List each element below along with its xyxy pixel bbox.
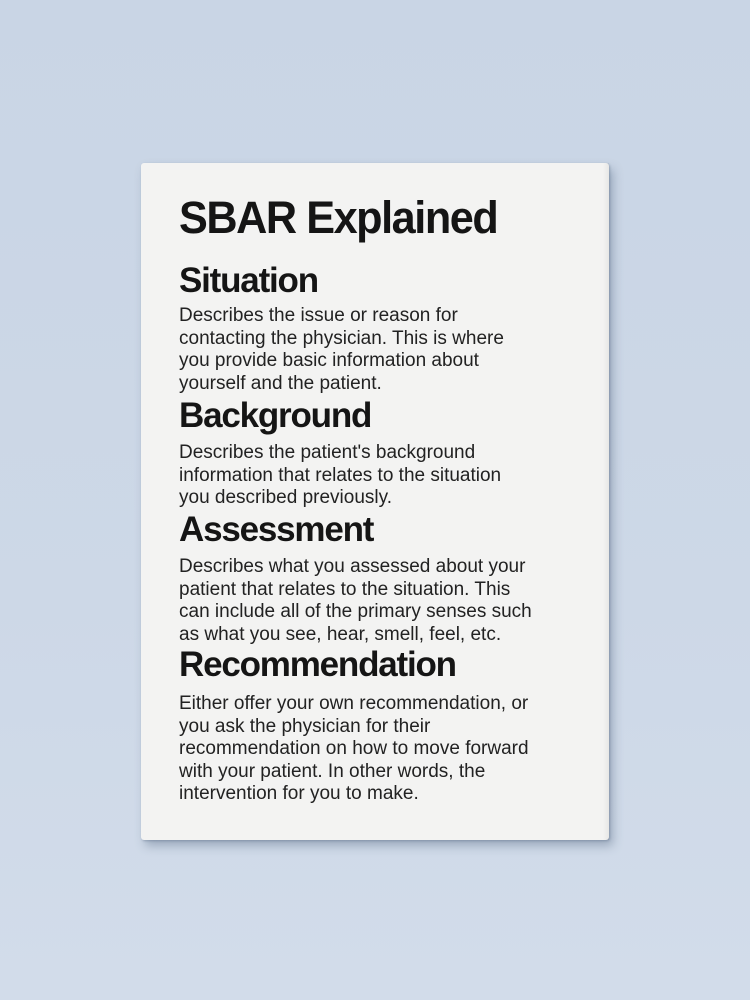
body-line: contacting the physician. This is where (179, 327, 504, 349)
body-background (179, 442, 501, 510)
body-assessment (179, 556, 532, 646)
heading-situation: Situation (179, 261, 318, 300)
body-line: can include all of the primary senses such (179, 601, 532, 623)
heading-recommendation: Recommendation (179, 645, 456, 684)
body-line: Either offer your own recommendation, or (179, 693, 529, 714)
body-line: as what you see, hear, smell, feel, etc. (179, 623, 502, 645)
body-line: you provide basic information about (179, 350, 479, 372)
body-line: with your patient. In other words, the (179, 760, 486, 782)
heading-assessment: Assessment (179, 510, 374, 549)
body-line: information that relates to the situation (179, 464, 502, 486)
body-line: yourself and the patient. (179, 372, 382, 394)
heading-background: Background (179, 396, 372, 435)
poster-title: SBAR Explained (179, 192, 498, 243)
body-line: you ask the physician for their (179, 715, 431, 737)
body-recommendation (179, 693, 529, 806)
body-line: recommendation on how to move forward (179, 738, 529, 760)
body-line: you described previously. (179, 487, 392, 509)
body-line: Describes what you assessed about your (179, 556, 526, 577)
canvas-print (141, 163, 609, 840)
body-line: patient that relates to the situation. This (179, 578, 511, 600)
body-line: Describes the patient's background (179, 442, 476, 463)
body-line: Describes the issue or reason for (179, 305, 458, 326)
body-situation (179, 305, 504, 395)
body-line: intervention for you to make. (179, 783, 419, 805)
